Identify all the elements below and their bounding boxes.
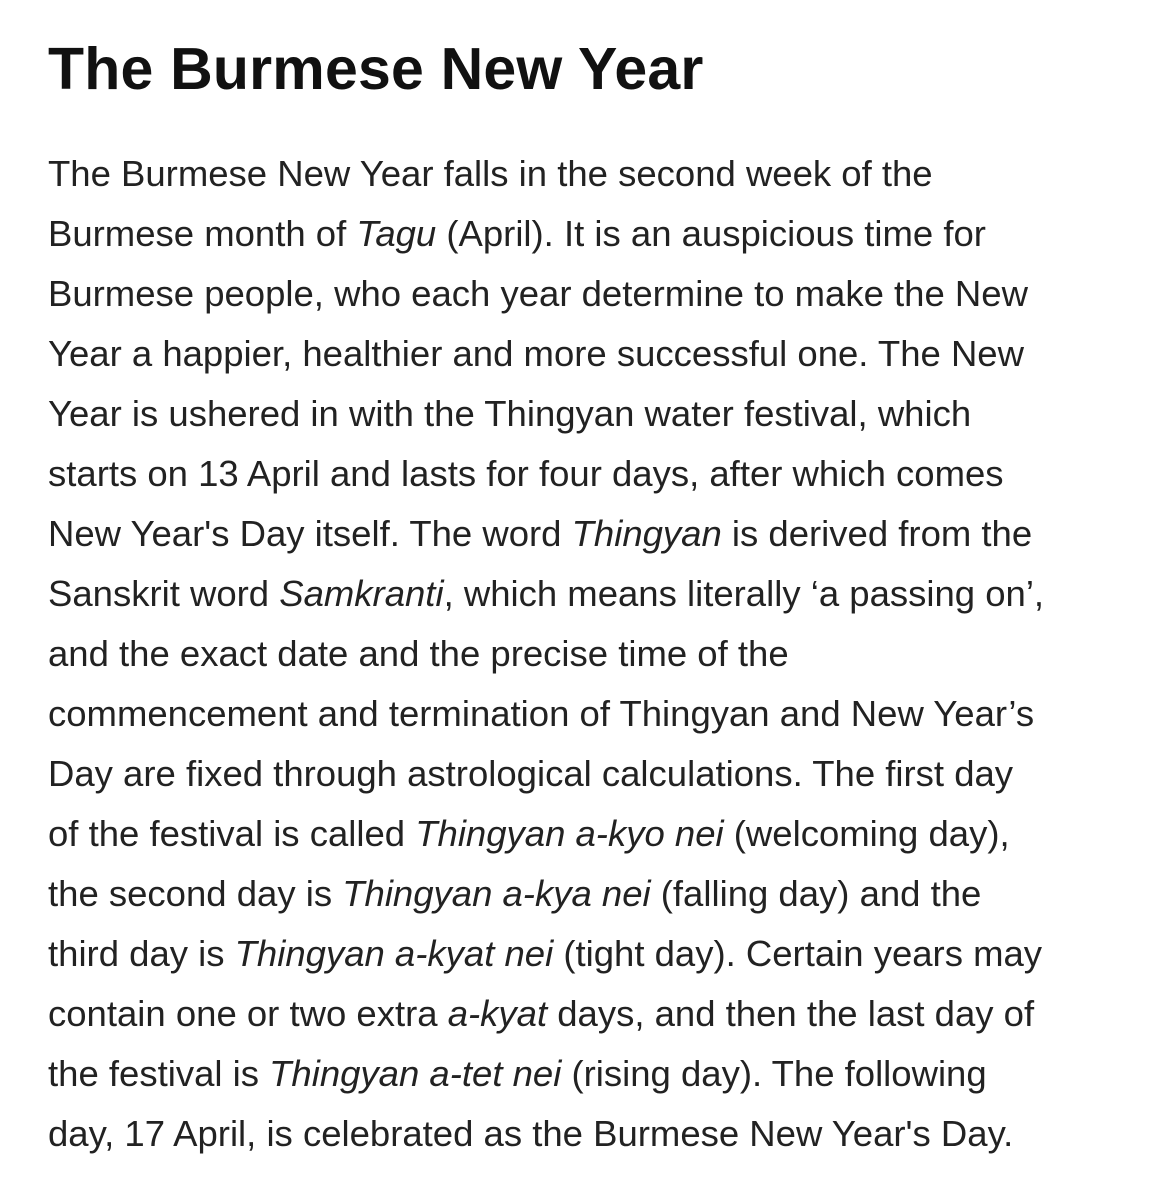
text-segment: Burmese month of — [48, 213, 357, 254]
italic-term: a-kyat — [447, 993, 548, 1034]
text-segment: day, 17 April, is celebrated as the Burmese New Year's Day. — [48, 1113, 1014, 1154]
text-segment: (tight day). Certain years may — [553, 933, 1043, 974]
text-segment: and the exact date and the precise time of the — [48, 633, 789, 674]
text-segment: commencement and termination of Thingyan and New Year’s — [48, 693, 1035, 734]
italic-term: Samkranti — [279, 573, 444, 614]
text-segment: Year a happier, healthier and more successful one. The New — [48, 333, 1024, 374]
paragraph-line — [48, 984, 1128, 1044]
text-segment: , which means literally ‘a passing on’, — [443, 573, 1045, 614]
text-segment: Burmese people, who each year determine to make the New — [48, 273, 1028, 314]
text-segment: Day are fixed through astrological calculations. The first day — [48, 753, 1014, 794]
article-title: The Burmese New Year — [48, 36, 704, 102]
article — [48, 28, 1128, 1164]
text-segment: the second day is — [48, 873, 343, 914]
text-segment: the festival is — [48, 1053, 270, 1094]
paragraph-line — [48, 264, 1128, 324]
text-segment: third day is — [48, 933, 235, 974]
paragraph-line — [48, 1044, 1128, 1104]
paragraph-line — [48, 504, 1128, 564]
paragraph-line — [48, 804, 1128, 864]
text-segment: (April). It is an auspicious time for — [436, 213, 986, 254]
text-segment: New Year's Day itself. The word — [48, 513, 572, 554]
paragraph-line — [48, 1104, 1128, 1164]
text-segment: days, and then the last day of — [547, 993, 1035, 1034]
text-segment: of the festival is called — [48, 813, 416, 854]
text-segment: (rising day). The following — [561, 1053, 987, 1094]
paragraph-line — [48, 624, 1128, 684]
text-segment: contain one or two extra — [48, 993, 448, 1034]
italic-term: Tagu — [356, 213, 437, 254]
italic-term: Thingyan — [571, 513, 722, 554]
text-segment: Sanskrit word — [48, 573, 280, 614]
text-segment: Year is ushered in with the Thingyan water festival, which — [48, 393, 972, 434]
paragraph-line — [48, 384, 1128, 444]
paragraph-line — [48, 924, 1128, 984]
paragraph-line — [48, 444, 1128, 504]
paragraph-line — [48, 324, 1128, 384]
paragraph-line — [48, 564, 1128, 624]
italic-term: Thingyan a-kyo nei — [415, 813, 724, 854]
text-segment: The Burmese New Year falls in the second week of the — [48, 153, 933, 194]
paragraph-line — [48, 204, 1128, 264]
text-segment: (falling day) and the — [650, 873, 982, 914]
text-segment: (welcoming day), — [723, 813, 1010, 854]
italic-term: Thingyan a-kya nei — [342, 873, 651, 914]
paragraph-line — [48, 744, 1128, 804]
italic-term: Thingyan a-tet nei — [269, 1053, 562, 1094]
italic-term: Thingyan a-kyat nei — [234, 933, 554, 974]
paragraph-line — [48, 144, 1128, 204]
article-paragraph — [48, 144, 1128, 1164]
paragraph-line — [48, 864, 1128, 924]
text-segment: is derived from the — [721, 513, 1033, 554]
text-segment: starts on 13 April and lasts for four days, after which comes — [48, 453, 1004, 494]
paragraph-line — [48, 684, 1128, 744]
